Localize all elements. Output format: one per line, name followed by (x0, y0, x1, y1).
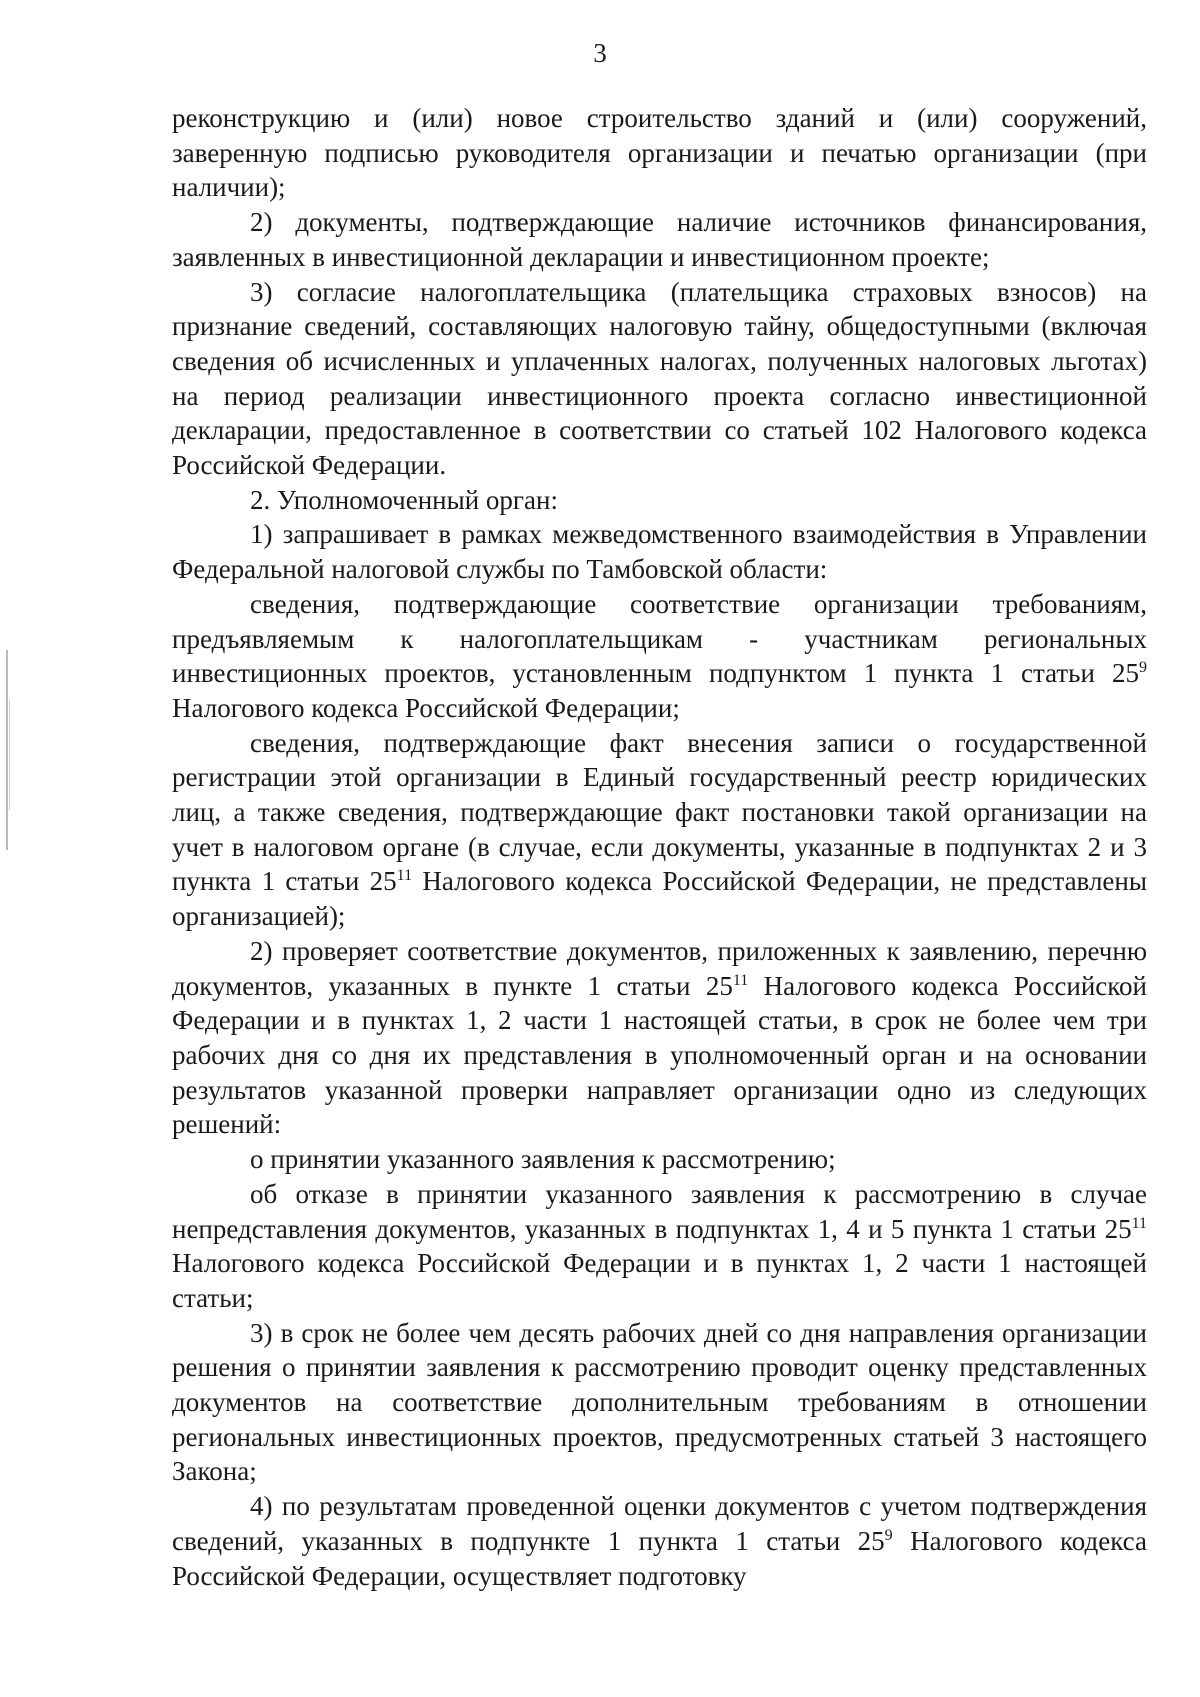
text-run: Налогового кодекса Российской Федерации и в пунктах 1, 2 части 1 настоящей статьи, в срок не более чем три рабочих дня со дня их представления в уполномоченный орган и на основании результатов указанной проверки направляет организации одно из следующих решений: (172, 970, 1147, 1140)
paragraph-p3 (172, 275, 1147, 483)
superscript: 11 (732, 971, 749, 989)
scan-edge-mark (9, 700, 10, 810)
text-run: 2. Уполномоченный орган: (250, 484, 558, 515)
text-run: об отказе в принятии указанного заявления к рассмотрению в случае непредставления документов, указанных в подпунктах 1, 4 и 5 пункта 1 статьи 25 (172, 1178, 1147, 1244)
text-run: 2) документы, подтверждающие наличие источников финансирования, заявленных в инвестиционной декларации и инвестиционном проекте; (172, 207, 1147, 272)
paragraph-p6 (172, 587, 1147, 726)
paragraph-p12 (172, 1489, 1147, 1593)
text-run: реконструкцию и (или) новое строительство зданий и (или) сооружений, заверенную подписью руководителя организации и печатью организации (при наличии); (172, 103, 1147, 203)
superscript: 11 (1131, 1214, 1147, 1232)
superscript: 9 (884, 1526, 893, 1544)
text-run: 3) в срок не более чем десять рабочих дней со дня направления организации решения о принятии заявления к рассмотрению проводит оценку представленных документов на соответствие дополнительным требованиям в отношении региональных инвестиционных проектов, предусмотренных статьей 3 настоящего Закона; (172, 1317, 1147, 1487)
text-run: Налогового кодекса Российской Федерации, осуществляет подготовку (172, 1525, 1147, 1591)
paragraph-p7 (172, 726, 1147, 934)
paragraph-p10 (172, 1177, 1147, 1316)
text-run: 2) проверяет соответствие документов, приложенных к заявлению, перечню документов, указанных в пункте 1 статьи 25 (172, 935, 1147, 1001)
text-run: сведения, подтверждающие факт внесения записи о государственной регистрации этой организации в Единый государственный реестр юридических лиц, а также сведения, подтверждающие факт постановки такой организации на учет в налоговом органе (в случае, если документы, указанные в подпунктах 2 и 3 пункта 1 статьи 25 (172, 727, 1147, 897)
text-run: Налогового кодекса Российской Федерации; (172, 692, 680, 723)
superscript: 9 (1139, 659, 1147, 677)
paragraph-p4 (172, 483, 1147, 518)
text-run: Налогового кодекса Российской Федерации, не представлены организацией); (172, 866, 1147, 932)
text-run: 4) по результатам проведенной оценки документов с учетом подтверждения сведений, указанных в подпункте 1 пункта 1 статьи 25 (172, 1491, 1147, 1556)
paragraph-p8 (172, 934, 1147, 1142)
paragraph-p11 (172, 1316, 1147, 1490)
text-run: о принятии указанного заявления к рассмотрению; (250, 1144, 836, 1175)
paragraph-p1 (172, 101, 1147, 205)
text-run: 3) согласие налогоплательщика (плательщика страховых взносов) на признание сведений, составляющих налоговую тайну, общедоступными (включая сведения об исчисленных и уплаченных налогах, полученных налоговых льготах) на период реализации инвестиционного проекта согласно инвестиционной декларации, предоставленное в соответствии со статьей 102 Налогового кодекса Российской Федерации. (172, 276, 1147, 481)
text-run: сведения, подтверждающие соответствие организации требованиям, предъявляемым к налогоплательщикам - участникам региональных инвестиционных проектов, установленным подпунктом 1 пункта 1 статьи 25 (172, 588, 1147, 689)
paragraph-p2 (172, 205, 1147, 274)
paragraph-p5 (172, 517, 1147, 586)
superscript: 11 (396, 867, 413, 885)
text-run: Налогового кодекса Российской Федерации и в пунктах 1, 2 части 1 настоящей статьи; (172, 1248, 1147, 1313)
text-run: 1) запрашивает в рамках межведомственного взаимодействия в Управлении Федеральной налоговой службы по Тамбовской области: (172, 519, 1147, 585)
scan-edge-mark (6, 650, 8, 850)
paragraph-p9 (172, 1142, 1147, 1177)
document-body (172, 101, 1147, 1593)
page-number: 3 (593, 38, 607, 68)
